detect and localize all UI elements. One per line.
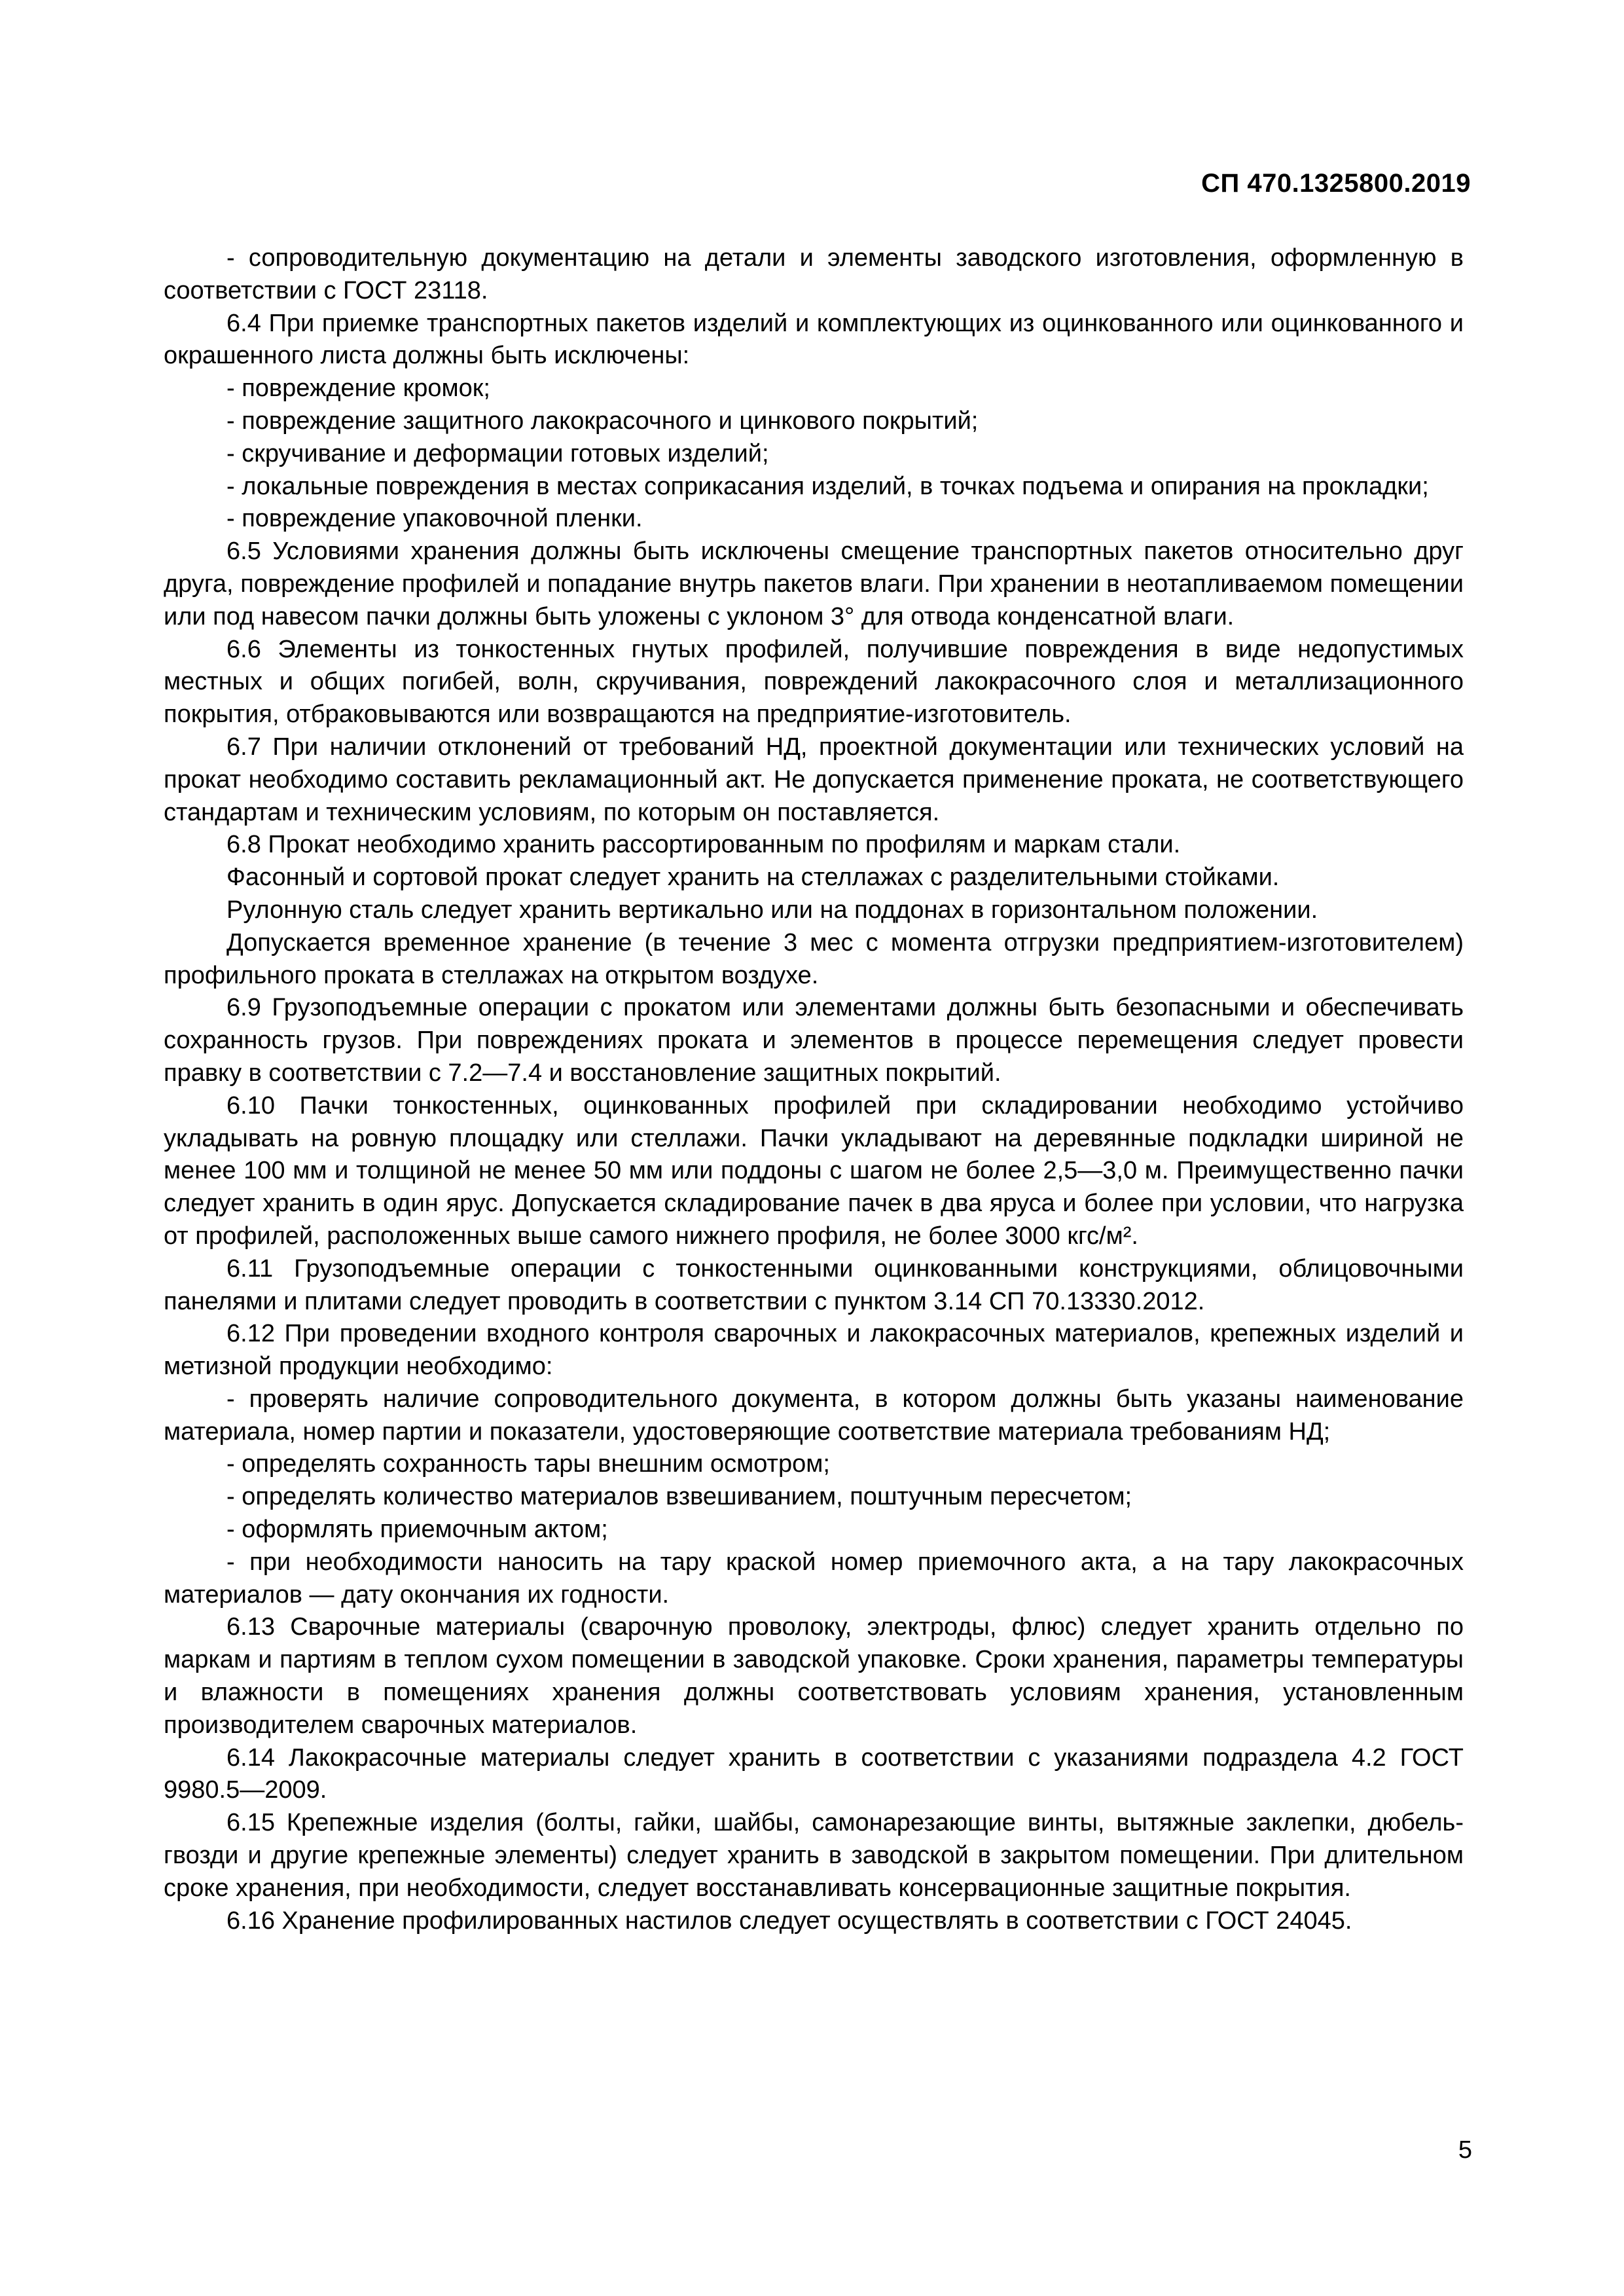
list-item: - проверять наличие сопроводительного документа, в котором должны быть указаны наименование материала, номер партии и показатели, удостоверяющие соответствие материала требованиям НД;	[164, 1385, 1464, 1446]
document-code: СП 470.1325800.2019	[1201, 169, 1471, 198]
list-item: - определять количество материалов взвешиванием, поштучным пересчетом;	[226, 1483, 1132, 1511]
paragraph: Рулонную сталь следует хранить вертикально или на поддонах в горизонтальном положении.	[226, 896, 1318, 924]
list-item: - повреждение упаковочной пленки.	[226, 505, 643, 533]
paragraph: 6.9 Грузоподъемные операции с прокатом или элементами должны быть безопасными и обеспечивать сохранность грузов. При повреждениях проката и элементов в процессе перемещения следует провести правку в соответствии с 7.2—7.4 и восстановление защитных покрытий.	[164, 994, 1464, 1087]
list-item: - повреждение кромок;	[226, 374, 490, 403]
list-item: - скручивание и деформации готовых изделий;	[226, 439, 769, 467]
paragraph: 6.4 При приемке транспортных пакетов изделий и комплектующих из оцинкованного или оцинкованного и окрашенного листа должны быть исключены:	[164, 309, 1464, 370]
list-item: - локальные повреждения в местах соприкасания изделий, в точках подъема и опирания на прокладки;	[226, 472, 1429, 500]
paragraph: 6.6 Элементы из тонкостенных гнутых профилей, получившие повреждения в виде недопустимых местных и общих погибей, волн, скручивания, повреждений лакокрасочного слоя и металлизационного покрытия, отбраковываются или возвращаются на предприятие-изготовитель.	[164, 635, 1464, 729]
paragraph: 6.8 Прокат необходимо хранить рассортированным по профилям и маркам стали.	[226, 831, 1181, 859]
paragraph: 6.15 Крепежные изделия (болты, гайки, шайбы, самонарезающие винты, вытяжные заклепки, дюбель-гвозди и другие крепежные элементы) следует хранить в заводской в закрытом помещении. При длительном сроке хранения, при необходимости, следует восстанавливать консервационные защитные покрытия.	[164, 1809, 1464, 1902]
list-item: - определять сохранность тары внешним осмотром;	[226, 1450, 830, 1478]
document-body	[164, 242, 1464, 1937]
paragraph: 6.14 Лакокрасочные материалы следует хранить в соответствии с указаниями подраздела 4.2 ГОСТ 9980.5—2009.	[164, 1743, 1464, 1804]
paragraph: 6.7 При наличии отклонений от требований НД, проектной документации или технических условий на прокат необходимо составить рекламационный акт. Не допускается применение проката, не соответствующего стандартам и техническим условиям, по которым он поставляется.	[164, 733, 1464, 826]
paragraph: 6.13 Сварочные материалы (сварочную проволоку, электроды, флюс) следует хранить отдельно по маркам и партиям в теплом сухом помещении в заводской упаковке. Сроки хранения, параметры температуры и влажности в помещениях хранения должны соответствовать условиям хранения, установленным производителем сварочных материалов.	[164, 1613, 1464, 1739]
list-item: - повреждение защитного лакокрасочного и цинкового покрытий;	[226, 407, 979, 435]
paragraph: 6.5 Условиями хранения должны быть исключены смещение транспортных пакетов относительно друг друга, повреждение профилей и попадание внутрь пакетов влаги. При хранении в неотапливаемом помещении или под навесом пачки должны быть уложены с уклоном 3° для отвода конденсатной влаги.	[164, 538, 1464, 630]
paragraph: - сопроводительную документацию на детали и элементы заводского изготовления, оформленную в соответствии с ГОСТ 23118.	[164, 244, 1464, 304]
paragraph: 6.12 При проведении входного контроля сварочных и лакокрасочных материалов, крепежных изделий и метизной продукции необходимо:	[164, 1320, 1464, 1381]
paragraph: 6.11 Грузоподъемные операции с тонкостенными оцинкованными конструкциями, облицовочными панелями и плитами следует проводить в соответствии с пунктом 3.14 СП 70.13330.2012.	[164, 1254, 1464, 1315]
paragraph: Допускается временное хранение (в течение 3 мес с момента отгрузки предприятием-изготовителем) профильного проката в стеллажах на открытом воздухе.	[164, 928, 1464, 989]
paragraph: Фасонный и сортовой прокат следует хранить на стеллажах с разделительными стойками.	[226, 864, 1280, 892]
list-item: - при необходимости наносить на тару краской номер приемочного акта, а на тару лакокрасочных материалов — дату окончания их годности.	[164, 1548, 1464, 1609]
paragraph: 6.16 Хранение профилированных настилов следует осуществлять в соответствии с ГОСТ 24045.	[226, 1906, 1352, 1935]
paragraph: 6.10 Пачки тонкостенных, оцинкованных профилей при складировании необходимо устойчиво укладывать на ровную площадку или стеллажи. Пачки укладывают на деревянные подкладки шириной не менее 100 мм и толщиной не менее 50 мм или поддоны с шагом не более 2,5—3,0 м. Преимущественно пачки следует хранить в один ярус. Допускается складирование пачек в два яруса и более при условии, что нагрузка от профилей, расположенных выше самого нижнего профиля, не более 3000 кгс/м².	[164, 1091, 1464, 1250]
list-item: - оформлять приемочным актом;	[226, 1516, 608, 1544]
page-number: 5	[1458, 2136, 1472, 2164]
